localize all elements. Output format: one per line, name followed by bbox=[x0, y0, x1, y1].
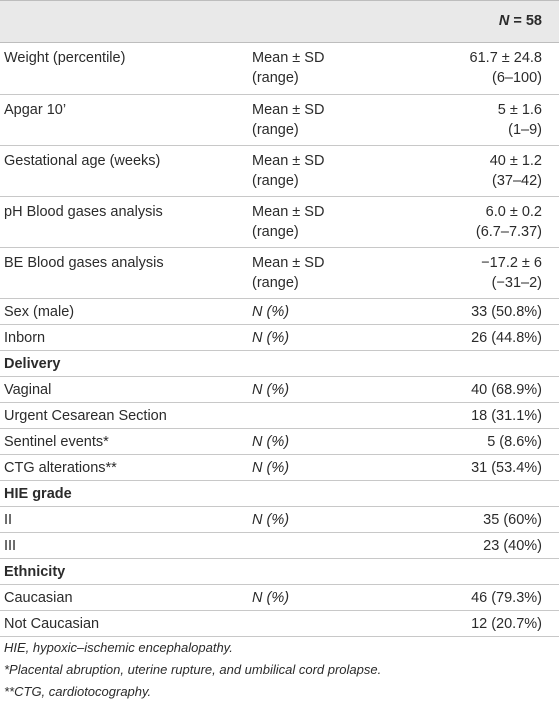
count-value: 31 (53.4%) bbox=[471, 459, 542, 476]
footnote: HIE, hypoxic–ischemic encephalopathy. bbox=[4, 640, 233, 655]
count-value: 18 (31.1%) bbox=[471, 407, 542, 424]
table-row bbox=[0, 506, 559, 532]
row-value-cell bbox=[412, 43, 559, 94]
footnotes bbox=[4, 637, 381, 703]
range-value: (−31–2) bbox=[491, 274, 542, 291]
count-value: 23 (40%) bbox=[483, 537, 542, 554]
row-label-cell bbox=[0, 610, 252, 636]
row-label-cell bbox=[0, 376, 252, 402]
mean-value: 6.0 ± 0.2 bbox=[485, 203, 542, 220]
row-value-cell bbox=[412, 94, 559, 145]
section-label: Delivery bbox=[4, 355, 61, 372]
count-value: 12 (20.7%) bbox=[471, 615, 542, 632]
stat-range-label: (range) bbox=[252, 274, 299, 291]
row-stat-cell bbox=[252, 454, 412, 480]
row-label: II bbox=[4, 511, 13, 528]
stat-type: Mean ± SD bbox=[252, 50, 325, 66]
row-label: Urgent Cesarean Section bbox=[4, 407, 167, 424]
row-stat-cell bbox=[252, 298, 412, 324]
range-value: (1–9) bbox=[508, 121, 542, 138]
row-label: Vaginal bbox=[4, 381, 52, 398]
row-label: Inborn bbox=[4, 329, 46, 346]
row-label-cell bbox=[0, 145, 252, 196]
row-stat-cell bbox=[252, 428, 412, 454]
stat-type: N (%) bbox=[252, 433, 290, 450]
table-row bbox=[0, 94, 559, 145]
row-stat-cell bbox=[252, 324, 412, 350]
count-value: 35 (60%) bbox=[483, 511, 542, 528]
row-label-cell bbox=[0, 506, 252, 532]
row-label: Gestational age (weeks) bbox=[4, 152, 161, 169]
characteristics-table bbox=[0, 43, 559, 637]
row-stat-cell bbox=[252, 43, 412, 94]
row-label-cell bbox=[0, 558, 252, 584]
stat-type: N (%) bbox=[252, 303, 290, 320]
row-stat-cell bbox=[252, 350, 412, 376]
row-label-cell bbox=[0, 480, 252, 506]
row-label: Caucasian bbox=[4, 589, 73, 606]
row-stat-cell bbox=[252, 532, 412, 558]
row-value-cell bbox=[412, 350, 559, 376]
section-row bbox=[0, 480, 559, 506]
stat-type: N (%) bbox=[252, 459, 290, 476]
footnote: **CTG, cardiotocography. bbox=[4, 684, 152, 699]
row-stat-cell bbox=[252, 196, 412, 247]
row-value-cell bbox=[412, 324, 559, 350]
table-header bbox=[0, 0, 559, 43]
table-row bbox=[0, 454, 559, 480]
row-stat-cell bbox=[252, 558, 412, 584]
row-stat-cell bbox=[252, 480, 412, 506]
mean-value: 40 ± 1.2 bbox=[489, 152, 542, 169]
row-label: Sentinel events* bbox=[4, 433, 109, 450]
table-row bbox=[0, 376, 559, 402]
row-value-cell bbox=[412, 558, 559, 584]
count-value: 46 (79.3%) bbox=[471, 589, 542, 606]
mean-value: −17.2 ± 6 bbox=[481, 254, 542, 271]
table-row bbox=[0, 196, 559, 247]
footnote: *Placental abruption, uterine rupture, and umbilical cord prolapse. bbox=[4, 662, 382, 677]
row-label-cell bbox=[0, 298, 252, 324]
row-stat-cell bbox=[252, 247, 412, 298]
stat-type: Mean ± SD bbox=[252, 152, 325, 169]
row-label: pH Blood gases analysis bbox=[4, 203, 163, 220]
row-label: CTG alterations** bbox=[4, 459, 117, 476]
row-value-cell bbox=[412, 480, 559, 506]
count-value: 26 (44.8%) bbox=[471, 329, 542, 346]
row-value-cell bbox=[412, 298, 559, 324]
stat-type: Mean ± SD bbox=[252, 101, 325, 118]
row-label: Apgar 10’ bbox=[4, 101, 67, 118]
row-label-cell bbox=[0, 584, 252, 610]
range-value: (6–100) bbox=[492, 70, 542, 86]
count-value: 40 (68.9%) bbox=[471, 381, 542, 398]
row-label: BE Blood gases analysis bbox=[4, 254, 164, 271]
row-label: Not Caucasian bbox=[4, 615, 100, 632]
stat-type: N (%) bbox=[252, 511, 290, 528]
row-label-cell bbox=[0, 532, 252, 558]
row-stat-cell bbox=[252, 94, 412, 145]
n-label: N bbox=[498, 13, 510, 29]
table-row bbox=[0, 402, 559, 428]
table-row bbox=[0, 298, 559, 324]
table-row bbox=[0, 610, 559, 636]
row-label: III bbox=[4, 537, 17, 554]
stat-type: N (%) bbox=[252, 381, 290, 398]
count-value: 5 (8.6%) bbox=[487, 433, 542, 450]
stat-range-label: (range) bbox=[252, 223, 299, 240]
stat-type: N (%) bbox=[252, 329, 290, 346]
section-row bbox=[0, 350, 559, 376]
row-label-cell bbox=[0, 454, 252, 480]
section-label: HIE grade bbox=[4, 485, 72, 502]
row-label-cell bbox=[0, 324, 252, 350]
row-label-cell bbox=[0, 196, 252, 247]
row-label-cell bbox=[0, 94, 252, 145]
mean-value: 61.7 ± 24.8 bbox=[469, 50, 542, 66]
stat-range-label: (range) bbox=[252, 121, 299, 138]
stat-type: N (%) bbox=[252, 589, 290, 606]
count-value: 33 (50.8%) bbox=[471, 303, 542, 320]
stat-range-label: (range) bbox=[252, 70, 299, 86]
table-row bbox=[0, 584, 559, 610]
row-value-cell bbox=[412, 610, 559, 636]
table-row bbox=[0, 324, 559, 350]
n-value: = 58 bbox=[513, 13, 542, 29]
sample-size-header bbox=[499, 13, 542, 29]
row-label-cell bbox=[0, 247, 252, 298]
row-label: Sex (male) bbox=[4, 303, 75, 320]
row-stat-cell bbox=[252, 145, 412, 196]
row-stat-cell bbox=[252, 402, 412, 428]
row-label-cell bbox=[0, 402, 252, 428]
row-value-cell bbox=[412, 376, 559, 402]
row-label: Weight (percentile) bbox=[4, 50, 126, 66]
stat-range-label: (range) bbox=[252, 172, 299, 189]
row-value-cell bbox=[412, 145, 559, 196]
row-value-cell bbox=[412, 454, 559, 480]
row-value-cell bbox=[412, 584, 559, 610]
stat-type: Mean ± SD bbox=[252, 203, 325, 220]
range-value: (37–42) bbox=[492, 172, 542, 189]
row-stat-cell bbox=[252, 584, 412, 610]
section-label: Ethnicity bbox=[4, 563, 66, 580]
row-stat-cell bbox=[252, 376, 412, 402]
table-row bbox=[0, 532, 559, 558]
table-row bbox=[0, 43, 559, 94]
row-value-cell bbox=[412, 402, 559, 428]
row-value-cell bbox=[412, 506, 559, 532]
table-row bbox=[0, 145, 559, 196]
table-row bbox=[0, 428, 559, 454]
mean-value: 5 ± 1.6 bbox=[497, 101, 542, 118]
row-value-cell bbox=[412, 196, 559, 247]
row-stat-cell bbox=[252, 610, 412, 636]
stat-type: Mean ± SD bbox=[252, 254, 325, 271]
row-stat-cell bbox=[252, 506, 412, 532]
range-value: (6.7–7.37) bbox=[475, 223, 542, 240]
row-value-cell bbox=[412, 247, 559, 298]
section-row bbox=[0, 558, 559, 584]
row-label-cell bbox=[0, 43, 252, 94]
row-label-cell bbox=[0, 350, 252, 376]
row-value-cell bbox=[412, 532, 559, 558]
row-value-cell bbox=[412, 428, 559, 454]
table-row bbox=[0, 247, 559, 298]
row-label-cell bbox=[0, 428, 252, 454]
